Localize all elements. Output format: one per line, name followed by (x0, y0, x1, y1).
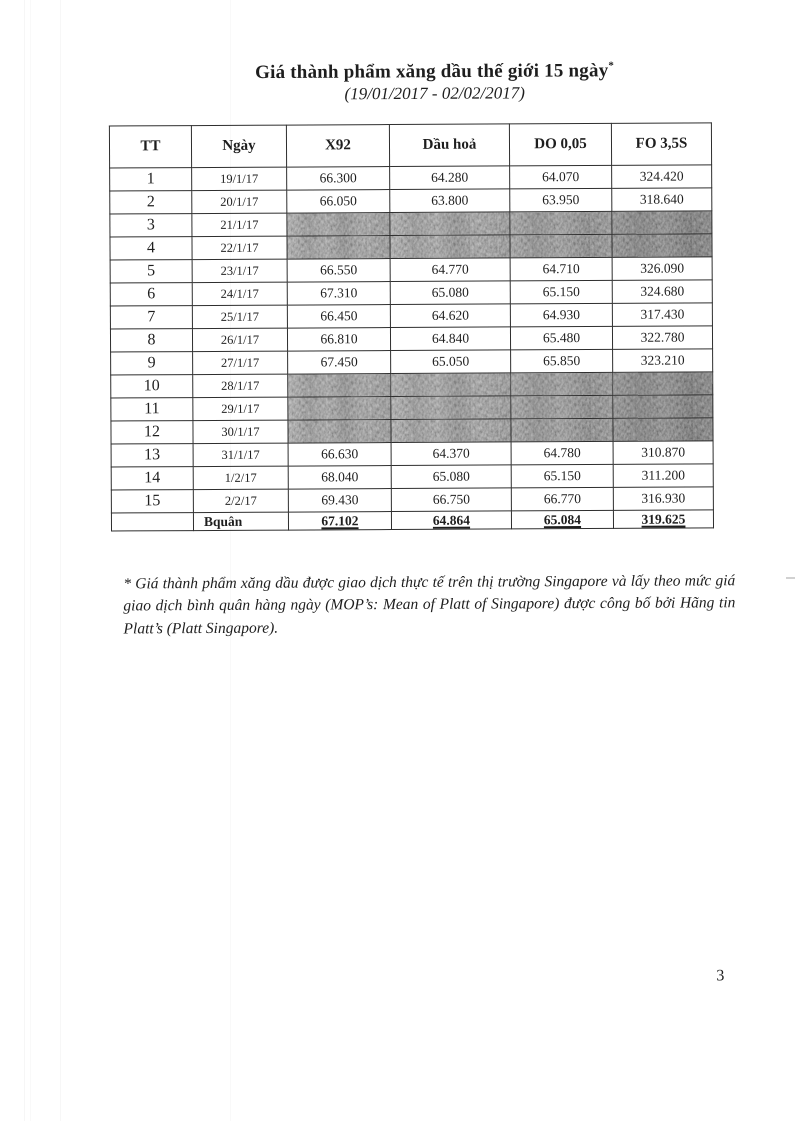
cell-date: 24/1/17 (192, 282, 287, 305)
table-row (110, 234, 712, 260)
cell-date: 23/1/17 (192, 259, 287, 282)
redaction-noise (287, 213, 389, 236)
table-row (110, 211, 712, 237)
redaction-noise (391, 396, 510, 419)
cell-x92: 66.300 (287, 167, 390, 191)
col-header-tt: TT (109, 126, 191, 168)
footnote-marker: * (608, 59, 615, 72)
cell-do-005: 64.930 (510, 303, 612, 327)
table-row (111, 349, 713, 375)
cell-dau-hoa: 64.620 (390, 304, 510, 328)
redacted-cell (391, 373, 511, 397)
table-row (111, 441, 713, 467)
redaction-noise (511, 373, 612, 396)
cell-fo-35s: 323.210 (613, 349, 713, 373)
redacted-cell (612, 234, 712, 258)
redacted-cell (288, 420, 391, 444)
redaction-noise (288, 374, 390, 397)
cell-do-005: 65.150 (510, 280, 612, 304)
cell-dau-hoa: 64.840 (390, 327, 510, 351)
table-row (110, 165, 712, 191)
col-header-ngay: Ngày (191, 125, 286, 167)
redacted-cell (510, 234, 612, 258)
cell-x92: 69.430 (288, 489, 391, 513)
cell-fo-35s: 318.640 (612, 188, 712, 212)
redaction-noise (510, 212, 611, 235)
cell-fo-35s: 322.780 (612, 326, 712, 350)
summary-empty-cell (111, 513, 193, 531)
cell-x92: 66.050 (287, 190, 390, 214)
cell-tt: 14 (111, 467, 193, 490)
table-row (111, 487, 713, 513)
cell-fo-35s: 310.870 (613, 441, 713, 465)
cell-dau-hoa: 63.800 (390, 189, 510, 213)
summary-label: Bquân (193, 512, 288, 530)
cell-do-005: 64.780 (511, 441, 613, 465)
col-header-dau-hoa: Dầu hoả (389, 124, 509, 167)
redacted-cell (613, 418, 713, 442)
cell-tt: 8 (110, 329, 192, 352)
cell-tt: 7 (110, 306, 192, 329)
cell-date: 30/1/17 (193, 420, 288, 443)
redacted-cell (391, 396, 511, 420)
redacted-cell (613, 372, 713, 396)
document-subtitle: (19/01/2017 - 02/02/2017) (344, 83, 525, 104)
cell-date: 20/1/17 (192, 190, 287, 213)
redacted-cell (287, 236, 390, 260)
cell-date: 25/1/17 (192, 305, 287, 328)
redaction-noise (288, 397, 390, 420)
redaction-noise (390, 212, 509, 235)
cell-do-005: 64.070 (510, 165, 612, 189)
col-header-x92: X92 (286, 125, 389, 168)
table-row (110, 280, 712, 306)
redaction-noise (390, 235, 509, 258)
cell-x92: 67.310 (287, 282, 390, 306)
summary-do-005: 65.084 (511, 510, 613, 529)
cell-fo-35s: 324.680 (612, 280, 712, 304)
table-header-row (109, 123, 711, 168)
cell-tt: 2 (110, 191, 192, 214)
redacted-cell (391, 419, 511, 443)
redacted-cell (511, 395, 613, 419)
table-row (111, 395, 713, 421)
cell-x92: 66.450 (287, 305, 390, 329)
cell-fo-35s: 324.420 (612, 165, 712, 189)
cell-dau-hoa: 64.280 (390, 166, 510, 190)
redacted-cell (390, 235, 510, 259)
cell-x92: 66.810 (287, 328, 390, 352)
table-row (111, 418, 713, 444)
cell-tt: 12 (111, 421, 193, 444)
cell-dau-hoa: 65.080 (391, 465, 511, 489)
cell-date: 26/1/17 (192, 328, 287, 351)
cell-do-005: 65.150 (511, 464, 613, 488)
redaction-noise (612, 234, 711, 257)
table-summary-row (111, 510, 713, 531)
document-title (134, 59, 736, 84)
table-row (111, 372, 713, 398)
table-row (110, 326, 712, 352)
redacted-cell (288, 374, 391, 398)
redaction-noise (288, 420, 390, 443)
cell-tt: 10 (111, 375, 193, 398)
price-table (109, 122, 714, 531)
redaction-noise (391, 373, 510, 396)
table-row (110, 257, 712, 283)
table-row (111, 464, 713, 490)
title-text: Giá thành phẩm xăng dầu thế giới 15 ngày (255, 60, 609, 84)
title-block (134, 59, 736, 105)
cell-tt: 6 (110, 283, 192, 306)
cell-fo-35s: 311.200 (613, 464, 713, 488)
cell-date: 22/1/17 (192, 236, 287, 259)
cell-x92: 68.040 (288, 466, 391, 490)
cell-date: 31/1/17 (193, 443, 288, 466)
cell-x92: 67.450 (288, 351, 391, 375)
redaction-noise (612, 211, 711, 234)
redacted-cell (612, 211, 712, 235)
cell-tt: 11 (111, 398, 193, 421)
redacted-cell (510, 211, 612, 235)
cell-date: 28/1/17 (193, 374, 288, 397)
cell-dau-hoa: 66.750 (391, 488, 511, 512)
cell-dau-hoa: 65.050 (391, 350, 511, 374)
redaction-noise (613, 395, 712, 418)
cell-dau-hoa: 64.370 (391, 442, 511, 466)
cell-date: 19/1/17 (192, 167, 287, 190)
redacted-cell (511, 418, 613, 442)
redacted-cell (390, 212, 510, 236)
redaction-noise (287, 236, 389, 259)
table-row (110, 303, 712, 329)
cell-fo-35s: 326.090 (612, 257, 712, 281)
cell-tt: 1 (110, 168, 192, 191)
col-header-do-005: DO 0,05 (509, 123, 611, 166)
cell-date: 21/1/17 (192, 213, 287, 236)
cell-fo-35s: 317.430 (612, 303, 712, 327)
cell-date: 27/1/17 (193, 351, 288, 374)
redacted-cell (287, 213, 390, 237)
summary-dau-hoa: 64.864 (391, 511, 511, 530)
redaction-noise (613, 418, 712, 441)
cell-date: 2/2/17 (193, 489, 288, 512)
redaction-noise (391, 419, 510, 442)
cell-date: 29/1/17 (193, 397, 288, 420)
cell-dau-hoa: 65.080 (390, 281, 510, 305)
cell-fo-35s: 316.930 (613, 487, 713, 511)
cell-dau-hoa: 64.770 (390, 258, 510, 282)
cell-tt: 13 (111, 444, 193, 467)
summary-x92: 67.102 (288, 512, 391, 531)
redaction-noise (511, 396, 612, 419)
table-body (110, 165, 714, 513)
footnote-text: * Giá thành phẩm xăng dầu được giao dịch thực tế trên thị trường Singapore và lấy theo mức giá giao dịch bình quân hàng ngày (MOP’s: Mean of Platt of Singapore) được công bố bởi Hãng tin Platt’s (Platt Singapore). (123, 571, 736, 638)
cell-do-005: 65.480 (510, 326, 612, 350)
cell-date: 1/2/17 (193, 466, 288, 489)
cell-do-005: 66.770 (511, 487, 613, 511)
cell-x92: 66.630 (288, 443, 391, 467)
cell-tt: 9 (111, 352, 193, 375)
cell-do-005: 64.710 (510, 257, 612, 281)
redacted-cell (613, 395, 713, 419)
cell-do-005: 65.850 (511, 349, 613, 373)
page-number: 3 (716, 967, 725, 985)
col-header-fo-35s: FO 3,5S (611, 123, 711, 166)
cell-tt: 4 (110, 237, 192, 260)
redaction-noise (613, 372, 712, 395)
cell-tt: 5 (110, 260, 192, 283)
cell-x92: 66.550 (287, 259, 390, 283)
cell-tt: 3 (110, 214, 192, 237)
redaction-noise (510, 235, 611, 258)
redacted-cell (511, 372, 613, 396)
cell-do-005: 63.950 (510, 188, 612, 212)
summary-fo-35s: 319.625 (613, 510, 713, 529)
redaction-noise (511, 419, 612, 442)
cell-tt: 15 (111, 490, 193, 513)
table-row (110, 188, 712, 214)
redacted-cell (288, 397, 391, 421)
